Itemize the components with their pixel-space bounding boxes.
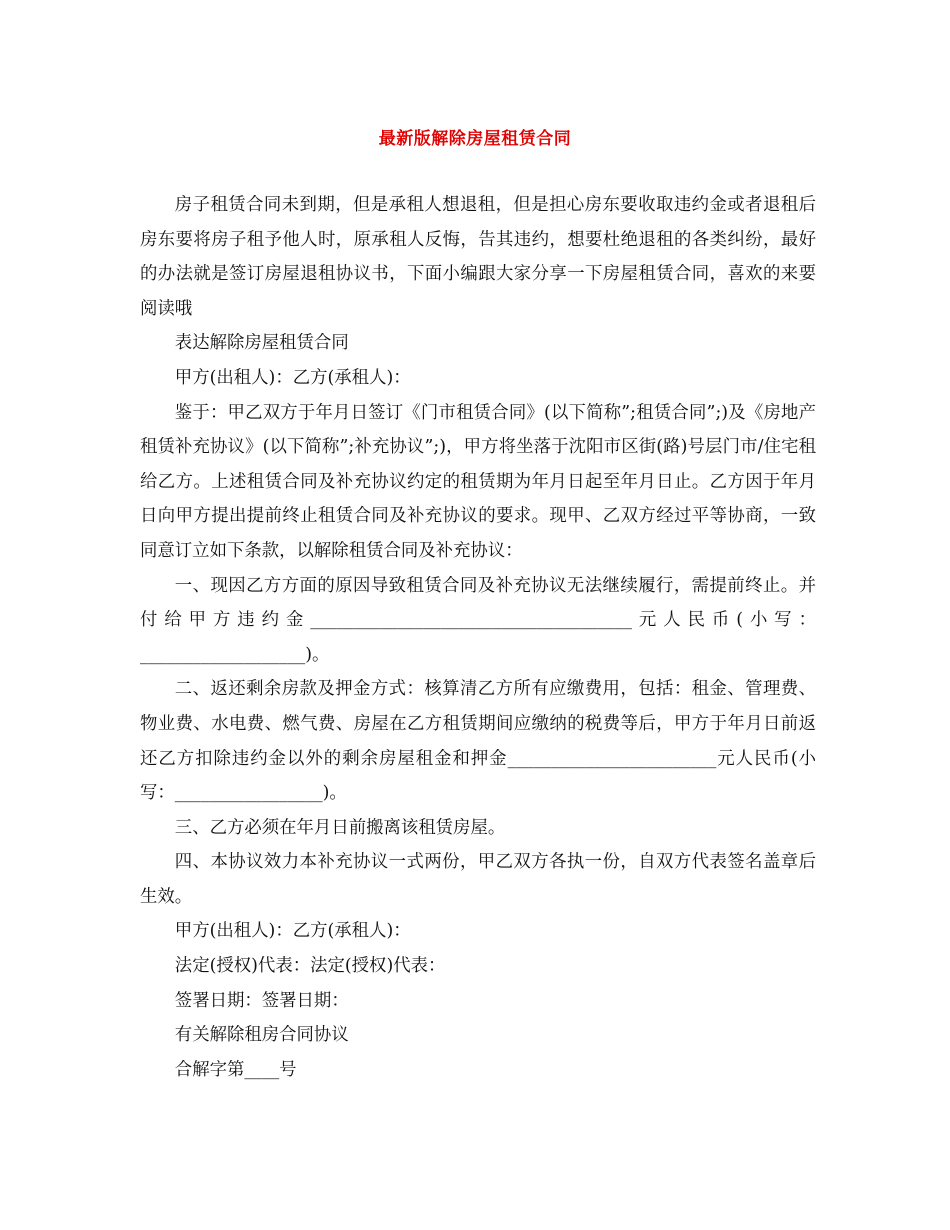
- signature-parties-line: 甲方(出租人)：乙方(承租人)：: [174, 921, 411, 942]
- clause-four: 四、本协议效力本补充协议一式两份，甲乙双方各执一份，自双方代表签名盖章后生效。: [140, 852, 816, 907]
- related-agreement-heading: 有关解除租房合同协议: [174, 1025, 349, 1046]
- document-title: 最新版解除房屋租赁合同: [378, 129, 572, 149]
- clause-two: 二、返还剩余房款及押金方式：核算清乙方所有应缴费用，包括：租金、管理费、物业费、水电费、燃气费、房屋在乙方租赁期间应缴纳的税费等后，甲方于年月日前返还乙方扣除违约金以外的剩余房屋租金和押金________________________元人民币(小写：_________________)。: [140, 679, 816, 804]
- agreement-number-line: 合解字第____号: [174, 1059, 297, 1080]
- contract-heading: 表达解除房屋租赁合同: [174, 333, 349, 354]
- whereas-clause: 鉴于：甲乙双方于年月日签订《门市租赁合同》(以下简称”;租赁合同”;)及《房地产租赁补充协议》(以下简称”;补充协议”;)，甲方将坐落于沈阳市区街(路)号层门市/住宅租给乙方。上述租赁合同及补充协议约定的租赁期为年月日起至年月日止。乙方因于年月日向甲方提出提前终止租赁合同及补充协议的要求。现甲、乙双方经过平等协商，一致同意订立如下条款，以解除租赁合同及补充协议：: [140, 402, 816, 561]
- document-body: [140, 188, 816, 1087]
- intro-paragraph: 房子租赁合同未到期，但是承租人想退租，但是担心房东要收取违约金或者退租后房东要将房子租予他人时，原承租人反悔，告其违约，想要杜绝退租的各类纠纷，最好的办法就是签订房屋退租协议书，下面小编跟大家分享一下房屋租赁合同，喜欢的来要阅读哦: [140, 195, 816, 319]
- signing-date-line: 签署日期：签署日期：: [174, 990, 349, 1011]
- parties-line: 甲方(出租人)：乙方(承租人)：: [174, 367, 411, 388]
- clause-one: 一、现因乙方方面的原因导致租赁合同及补充协议无法继续履行，需提前终止。并付给甲方违约金_____________________________________元人民币(小写：___________________)。: [140, 575, 816, 665]
- clause-three: 三、乙方必须在年月日前搬离该租赁房屋。: [174, 817, 506, 838]
- representative-line: 法定(授权)代表：法定(授权)代表：: [174, 956, 446, 977]
